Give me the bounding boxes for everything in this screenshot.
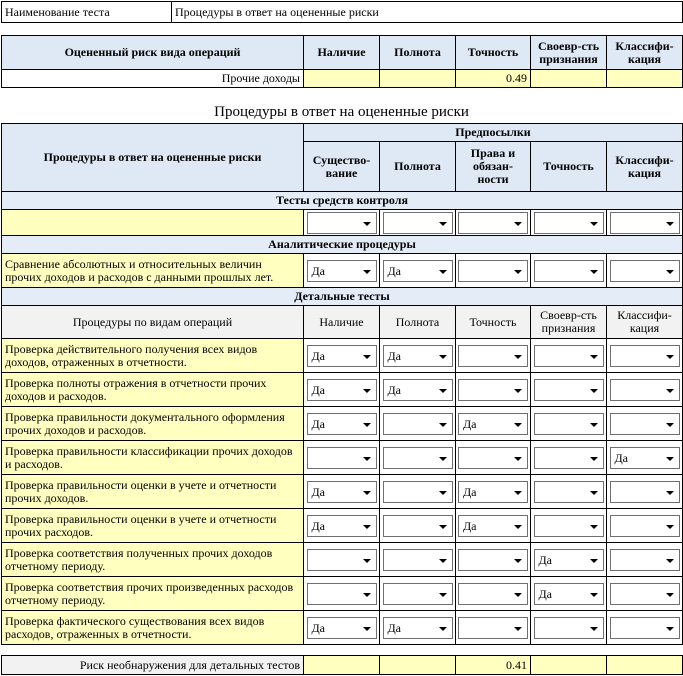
detail-row-label: Проверка правильности классификации прочих доходов и расходов.: [2, 441, 304, 475]
chevron-down-icon: [666, 457, 674, 461]
detail-dropdown[interactable]: [383, 549, 453, 571]
dropdown-value: Да: [311, 484, 326, 499]
detail-dropdown[interactable]: [610, 481, 680, 503]
detection-risk-label: Риск необнаружения для детальных тестов: [2, 656, 304, 675]
detail-dropdown[interactable]: [534, 549, 604, 571]
analytic-row: [2, 254, 683, 288]
chevron-down-icon: [363, 389, 371, 393]
dropdown-value: Да: [614, 450, 629, 465]
chevron-down-icon: [514, 627, 522, 631]
detail-dropdown[interactable]: [458, 447, 528, 469]
chevron-down-icon: [439, 627, 447, 631]
risk-header-operation: Оцененный риск вида операций: [2, 36, 304, 70]
chevron-down-icon: [514, 222, 522, 226]
chevron-down-icon: [666, 593, 674, 597]
chevron-down-icon: [666, 423, 674, 427]
dropdown-value: Да: [311, 416, 326, 431]
detail-row: [2, 475, 683, 509]
detail-dropdown[interactable]: [458, 413, 528, 435]
detail-dropdown[interactable]: [534, 413, 604, 435]
detail-dropdown[interactable]: [307, 481, 377, 503]
chevron-down-icon: [514, 593, 522, 597]
chevron-down-icon: [439, 593, 447, 597]
detail-dropdown[interactable]: [458, 549, 528, 571]
test-name-table: [1, 1, 683, 23]
detail-dropdown[interactable]: [458, 617, 528, 639]
dropdown-value: Да: [538, 586, 553, 601]
chevron-down-icon: [590, 491, 598, 495]
detection-value-5[interactable]: [607, 656, 683, 675]
control-tests-title: Тесты средств контроля: [2, 192, 683, 210]
dropdown-value: Да: [311, 263, 326, 278]
risk-value-timeliness[interactable]: [531, 70, 607, 88]
detail-dropdown[interactable]: [610, 549, 680, 571]
chevron-down-icon: [590, 457, 598, 461]
chevron-down-icon: [363, 491, 371, 495]
detail-dropdown[interactable]: [383, 413, 453, 435]
chevron-down-icon: [590, 222, 598, 226]
detail-row-label: Проверка правильности оценки в учете и отчетности прочих доходов.: [2, 475, 304, 509]
detail-dropdown[interactable]: [534, 515, 604, 537]
chevron-down-icon: [590, 559, 598, 563]
chevron-down-icon: [590, 270, 598, 274]
chevron-down-icon: [590, 389, 598, 393]
detail-dropdown[interactable]: [534, 617, 604, 639]
chevron-down-icon: [666, 389, 674, 393]
chevron-down-icon: [439, 222, 447, 226]
detail-dropdown[interactable]: [534, 345, 604, 367]
chevron-down-icon: [514, 559, 522, 563]
detail-header-timeliness: Своевр-сть признания: [531, 306, 607, 339]
detail-row-label: Проверка правильности оценки в учете и отчетности прочих расходов.: [2, 509, 304, 543]
detail-row: [2, 441, 683, 475]
detail-dropdown[interactable]: [458, 345, 528, 367]
detail-dropdown[interactable]: [610, 345, 680, 367]
risk-value-existence[interactable]: [304, 70, 380, 88]
chevron-down-icon: [363, 355, 371, 359]
premise-classification: Классифи-кация: [607, 142, 683, 192]
premise-existence: Существо-вание: [304, 142, 380, 192]
chevron-down-icon: [666, 627, 674, 631]
chevron-down-icon: [514, 457, 522, 461]
dropdown-value: Да: [311, 348, 326, 363]
detail-dropdown[interactable]: [307, 447, 377, 469]
chevron-down-icon: [666, 222, 674, 226]
dropdown-value: Да: [538, 552, 553, 567]
chevron-down-icon: [439, 491, 447, 495]
chevron-down-icon: [666, 270, 674, 274]
chevron-down-icon: [590, 355, 598, 359]
dropdown-value: Да: [311, 382, 326, 397]
dropdown-value: Да: [387, 263, 402, 278]
chevron-down-icon: [439, 559, 447, 563]
detail-dropdown[interactable]: [383, 345, 453, 367]
detail-header-completeness: Полнота: [380, 306, 456, 339]
detail-dropdown[interactable]: [458, 515, 528, 537]
chevron-down-icon: [363, 222, 371, 226]
analytic-dropdown-3[interactable]: [458, 260, 528, 282]
detail-dropdown[interactable]: [383, 447, 453, 469]
detection-value-2[interactable]: [380, 656, 456, 675]
detail-dropdown[interactable]: [307, 617, 377, 639]
detail-row-label: Проверка действительного получения всех видов доходов, отраженных в отчетности.: [2, 339, 304, 373]
detail-row-label: Проверка фактического существования всех видов расходов, отраженных в отчетности.: [2, 611, 304, 645]
detail-header-classification: Классифи-кация: [607, 306, 683, 339]
control-dropdown-1[interactable]: [307, 212, 377, 234]
detail-header-procedures: Процедуры по видам операций: [2, 306, 304, 339]
detail-row-label: Проверка соответствия полученных прочих доходов отчетному периоду.: [2, 543, 304, 577]
chevron-down-icon: [363, 593, 371, 597]
chevron-down-icon: [590, 627, 598, 631]
detection-risk-table: [1, 655, 683, 675]
risk-header-classification: Классифи-кация: [607, 36, 683, 70]
detail-header-accuracy: Точность: [456, 306, 531, 339]
risk-value-classification[interactable]: [607, 70, 683, 88]
control-dropdown-2[interactable]: [383, 212, 453, 234]
detail-dropdown[interactable]: [383, 379, 453, 401]
dropdown-value: Да: [387, 620, 402, 635]
risk-value-accuracy[interactable]: 0.49: [456, 70, 531, 88]
control-tests-row: [2, 210, 683, 236]
section-title: Процедуры в ответ на оцененные риски: [214, 104, 469, 120]
detail-row: [2, 339, 683, 373]
risk-header-existence: Наличие: [304, 36, 380, 70]
detail-dropdown[interactable]: [307, 583, 377, 605]
test-name-label: Наименование теста: [2, 2, 172, 23]
detail-row: [2, 373, 683, 407]
detail-dropdown[interactable]: [610, 413, 680, 435]
dropdown-value: Да: [463, 416, 477, 431]
detail-dropdown[interactable]: [307, 549, 377, 571]
premise-completeness: Полнота: [380, 142, 456, 192]
chevron-down-icon: [514, 525, 522, 529]
premise-accuracy: Точность: [531, 142, 607, 192]
chevron-down-icon: [439, 270, 447, 274]
dropdown-value: Да: [463, 484, 477, 499]
chevron-down-icon: [514, 423, 522, 427]
detail-row-label: Проверка соответствия прочих произведенных расходов отчетному периоду.: [2, 577, 304, 611]
chevron-down-icon: [439, 423, 447, 427]
dropdown-value: Да: [387, 382, 402, 397]
chevron-down-icon: [666, 559, 674, 563]
dropdown-value: Да: [387, 348, 402, 363]
risk-header-completeness: Полнота: [380, 36, 456, 70]
risk-header-timeliness: Своевр-сть признания: [531, 36, 607, 70]
detail-row: [2, 509, 683, 543]
chevron-down-icon: [514, 270, 522, 274]
detail-row: [2, 577, 683, 611]
detail-dropdown[interactable]: [383, 583, 453, 605]
detail-dropdown[interactable]: [610, 515, 680, 537]
procedures-table: [1, 123, 683, 645]
detail-row: [2, 611, 683, 645]
detail-dropdown[interactable]: [383, 481, 453, 503]
analytic-dropdown-2[interactable]: [383, 260, 453, 282]
chevron-down-icon: [590, 525, 598, 529]
detail-dropdown[interactable]: [610, 617, 680, 639]
detail-dropdown[interactable]: [534, 481, 604, 503]
detail-row: [2, 407, 683, 441]
control-dropdown-3[interactable]: [458, 212, 528, 234]
detail-dropdown[interactable]: [610, 379, 680, 401]
detail-row-label: Проверка полноты отражения в отчетности прочих доходов и расходов.: [2, 373, 304, 407]
detail-dropdown[interactable]: [534, 379, 604, 401]
chevron-down-icon: [363, 457, 371, 461]
control-dropdown-5[interactable]: [610, 212, 680, 234]
detail-header-existence: Наличие: [304, 306, 380, 339]
analytic-dropdown-4[interactable]: [534, 260, 604, 282]
risk-value-completeness[interactable]: [380, 70, 456, 88]
control-test-label[interactable]: [2, 210, 304, 236]
chevron-down-icon: [590, 593, 598, 597]
control-dropdown-4[interactable]: [534, 212, 604, 234]
chevron-down-icon: [666, 525, 674, 529]
detail-dropdown[interactable]: [307, 345, 377, 367]
detail-dropdown[interactable]: [610, 583, 680, 605]
chevron-down-icon: [514, 355, 522, 359]
test-name-value[interactable]: Процедуры в ответ на оцененные риски: [172, 2, 683, 23]
premise-rights: Права и обязан-ности: [456, 142, 531, 192]
detail-dropdown[interactable]: [458, 379, 528, 401]
detail-dropdown[interactable]: [383, 515, 453, 537]
chevron-down-icon: [363, 525, 371, 529]
chevron-down-icon: [439, 389, 447, 393]
analytic-dropdown-1[interactable]: [307, 260, 377, 282]
detail-dropdown[interactable]: [610, 447, 680, 469]
dropdown-value: Да: [311, 518, 326, 533]
chevron-down-icon: [363, 559, 371, 563]
risk-table: [1, 35, 683, 88]
chevron-down-icon: [363, 627, 371, 631]
detail-dropdown[interactable]: [458, 583, 528, 605]
detail-dropdown[interactable]: [458, 481, 528, 503]
chevron-down-icon: [439, 355, 447, 359]
detection-value-4[interactable]: [531, 656, 607, 675]
chevron-down-icon: [590, 423, 598, 427]
detail-title: Детальные тесты: [2, 288, 683, 306]
chevron-down-icon: [514, 491, 522, 495]
detail-row-label: Проверка правильности документального оформления прочих доходов и расходов.: [2, 407, 304, 441]
detection-value-3[interactable]: 0.41: [456, 656, 531, 675]
detail-dropdown[interactable]: [307, 379, 377, 401]
procedures-header: Процедуры в ответ на оцененные риски: [2, 124, 304, 192]
detail-dropdown[interactable]: [307, 413, 377, 435]
dropdown-value: Да: [311, 620, 326, 635]
dropdown-value: Да: [463, 518, 477, 533]
analytic-dropdown-5[interactable]: [610, 260, 680, 282]
chevron-down-icon: [666, 355, 674, 359]
chevron-down-icon: [666, 491, 674, 495]
analytic-label: Сравнение абсолютных и относительных величин прочих доходов и расходов с данными прошлых лет.: [2, 254, 304, 288]
premises-header: Предпосылки: [304, 124, 683, 142]
risk-row-label: Прочие доходы: [2, 70, 304, 88]
chevron-down-icon: [514, 389, 522, 393]
analytic-title: Аналитические процедуры: [2, 236, 683, 254]
detail-dropdown[interactable]: [383, 617, 453, 639]
detail-dropdown[interactable]: [307, 515, 377, 537]
chevron-down-icon: [363, 270, 371, 274]
risk-header-accuracy: Точность: [456, 36, 531, 70]
chevron-down-icon: [439, 457, 447, 461]
detail-dropdown[interactable]: [534, 583, 604, 605]
chevron-down-icon: [439, 525, 447, 529]
detail-dropdown[interactable]: [534, 447, 604, 469]
chevron-down-icon: [363, 423, 371, 427]
detail-row: [2, 543, 683, 577]
detection-value-1[interactable]: [304, 656, 380, 675]
